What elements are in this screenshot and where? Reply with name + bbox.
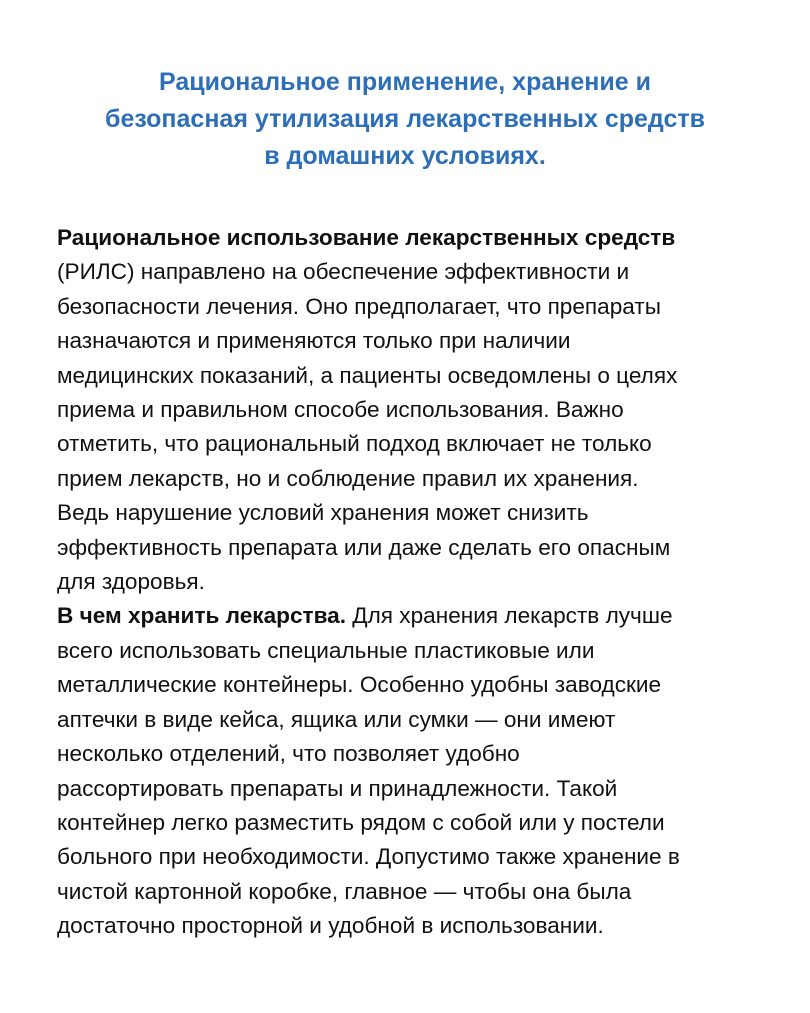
paragraph-line: металлические контейнеры. Особенно удобны заводские	[57, 672, 662, 698]
paragraph-line: Ведь нарушение условий хранения может снизить	[57, 500, 589, 526]
section-first-line	[57, 599, 777, 633]
document-title	[40, 64, 770, 175]
title-line-2: безопасная утилизация лекарственных средств	[105, 105, 705, 133]
section-rational-use	[57, 221, 777, 599]
paragraph-line: приема и правильном способе использования. Важно	[57, 397, 624, 423]
paragraph-line: прием лекарств, но и соблюдение правил их хранения.	[57, 465, 639, 491]
paragraph-line: для здоровья.	[57, 569, 205, 595]
document-body	[57, 221, 777, 944]
section-storage-containers	[57, 599, 777, 943]
title-line-3: в домашних условиях.	[264, 142, 546, 170]
section-heading-storage: В чем хранить лекарства.	[57, 603, 347, 629]
paragraph-line: медицинских показаний, а пациенты осведомлены о целях	[57, 362, 678, 388]
paragraph-line: безопасности лечения. Оно предполагает, что препараты	[57, 293, 661, 319]
title-line-1: Рациональное применение, хранение и	[159, 68, 651, 96]
paragraph-line: всего использовать специальные пластиковые или	[57, 637, 595, 663]
paragraph-line: назначаются и применяются только при наличии	[57, 328, 571, 354]
paragraph-line: отметить, что рациональный подход включает не только	[57, 431, 652, 457]
paragraph-line: больного при необходимости. Допустимо также хранение в	[57, 844, 680, 870]
section-heading-continuation: Для хранения лекарств лучше	[346, 603, 673, 629]
paragraph-line: (РИЛС) направлено на обеспечение эффективности и	[57, 259, 630, 285]
paragraph-line: чистой картонной коробке, главное — чтобы она была	[57, 878, 632, 904]
paragraph-line: аптечки в виде кейса, ящика или сумки — они имеют	[57, 706, 616, 732]
paragraph-line: контейнер легко разместить рядом с собой или у постели	[57, 809, 665, 835]
section-heading-rational-use: Рациональное использование лекарственных средств	[57, 225, 676, 250]
paragraph-line: несколько отделений, что позволяет удобно	[57, 741, 520, 767]
paragraph-line: эффективность препарата или даже сделать его опасным	[57, 534, 671, 560]
paragraph-line: достаточно просторной и удобной в использовании.	[57, 913, 604, 939]
paragraph-line: рассортировать препараты и принадлежности. Такой	[57, 775, 618, 801]
